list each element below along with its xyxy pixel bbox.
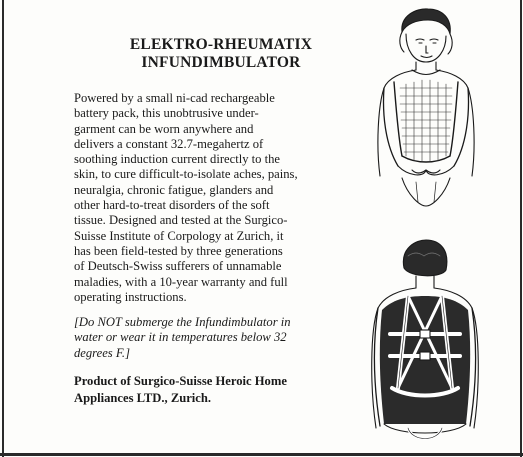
description-line: Powered by a small ni-cad rechargeable [74,91,275,105]
description-line: skin, to cure difficult-to-isolate aches, pains, [74,167,298,182]
product-description [74,91,350,305]
description-line: Suisse Institute of Corpology at Zurich, it [74,228,284,243]
note-line: water or wear it in temperatures below 32 [74,330,287,345]
description-line: soothing induction current directly to the [74,152,281,167]
description-line: has been field-tested by three generations [74,243,283,258]
scan-edge-left [2,0,4,457]
description-line: of Deutsch-Swiss sufferers of unnamable [74,259,282,274]
description-line: other hard-to-treat disorders of the soft [74,198,270,213]
note-line: [Do NOT submerge the Infundimbulator in [74,315,291,330]
scan-edge-bottom [0,453,523,456]
title-line: INFUNDIMBULATOR [141,54,301,71]
back-view-illustration [368,238,480,450]
description-line: delivers a constant 32.7-megahertz of [74,136,264,151]
note-line: degrees F.] [74,345,130,360]
front-view-illustration [372,6,476,212]
scan-edge-right [520,0,522,457]
description-line: tissue. Designed and tested at the Surgico- [74,213,288,228]
description-line: operating instructions. [74,289,187,304]
description-line: battery pack, this unobtrusive under- [74,106,259,121]
footer-line: Appliances LTD., Zurich. [74,391,212,406]
product-title [92,36,350,72]
footer-line: Product of Surgico-Suisse Heroic Home [74,374,287,389]
manufacturer-credit [74,373,350,407]
description-line: maladies, with a 10-year warranty and full [74,274,288,289]
text-column [74,32,350,407]
description-line: neuralgia, chronic fatigue, glanders and [74,182,274,197]
warning-note [74,315,350,361]
title-line: ELEKTRO-RHEUMATIX [129,36,313,53]
description-line: garment can be worn anywhere and [74,121,254,136]
